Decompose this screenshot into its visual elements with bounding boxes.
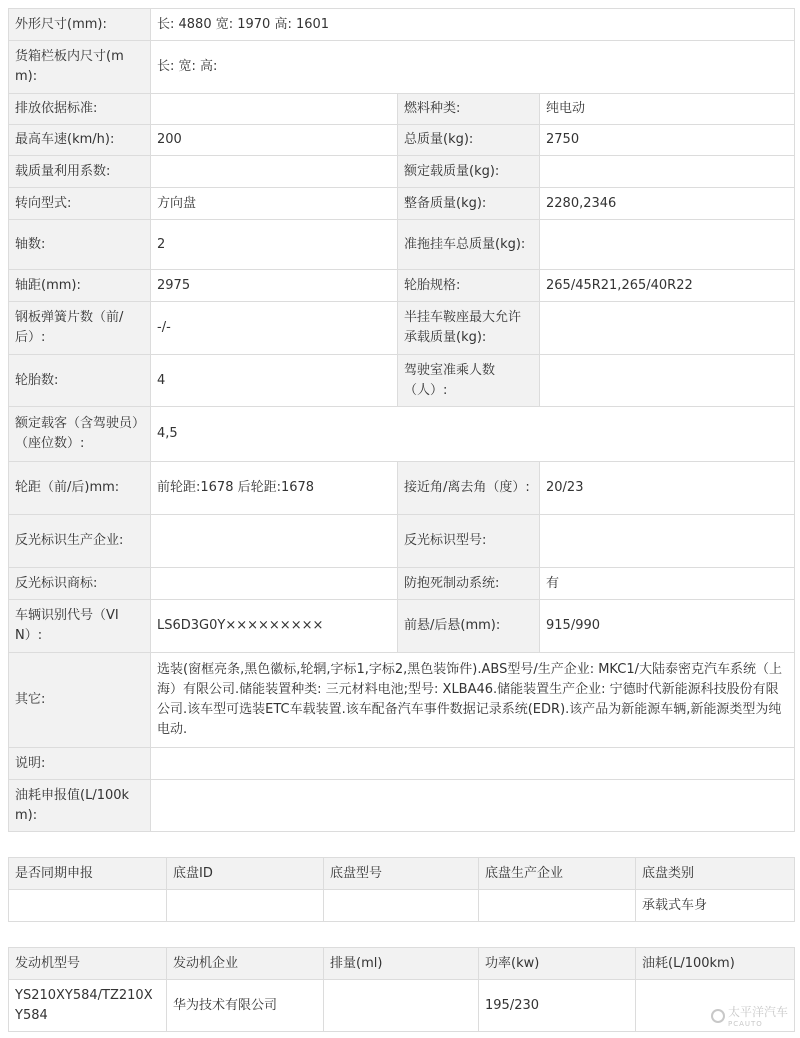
chassis-maker-value: [479, 890, 636, 922]
reflector-brand-label: 反光标识商标:: [9, 568, 151, 600]
other-label: 其它:: [9, 653, 151, 748]
overhang-value: 915/990: [540, 600, 795, 653]
tire-spec-value: 265/45R21,265/40R22: [540, 270, 795, 302]
rated-load-value: [540, 156, 795, 188]
gross-mass-value: 2750: [540, 125, 795, 156]
row-spring-saddle: [9, 302, 795, 355]
wheelbase-label: 轴距(mm):: [9, 270, 151, 302]
passengers-label: 额定载客（含驾驶员）（座位数）:: [9, 407, 151, 462]
angle-label: 接近角/离去角（度）:: [398, 462, 540, 515]
emission-value: [151, 94, 398, 125]
reflector-model-label: 反光标识型号:: [398, 515, 540, 568]
vin-label: 车辆识别代号（VIN）:: [9, 600, 151, 653]
watermark-text: 太平洋汽车: [727, 1005, 788, 1019]
max-speed-label: 最高车速(km/h):: [9, 125, 151, 156]
saddle-load-label: 半挂车鞍座最大允许承载质量(kg):: [398, 302, 540, 355]
other-value: 选装(窗框亮条,黑色徽标,轮辋,字标1,字标2,黑色装饰件).ABS型号/生产企业: MKC1/大陆泰密克汽车系统（上海）有限公司.储能装置种类: 三元材料电池;型号: XLBA46.储能装置生产企业: 宁德时代新能源科技股份有限公司.该车型可选装ETC车载装置.该车配备汽车事件数据记录系统(EDR).该产品为新能源车辆,新能源类型为纯电动.: [151, 653, 795, 748]
note-label: 说明:: [9, 748, 151, 780]
load-util-value: [151, 156, 398, 188]
fuel-consumption-label: 油耗申报值(L/100km):: [9, 780, 151, 832]
chassis-header-model: 底盘型号: [324, 858, 479, 890]
row-reflector: [9, 515, 795, 568]
overhang-label: 前悬/后悬(mm):: [398, 600, 540, 653]
fuel-label: 燃料种类:: [398, 94, 540, 125]
reflector-brand-value: [151, 568, 398, 600]
chassis-model-value: [324, 890, 479, 922]
fuel-consumption-value: [151, 780, 795, 832]
emission-label: 排放依据标准:: [9, 94, 151, 125]
row-vin-overhang: [9, 600, 795, 653]
row-emission-fuel: [9, 94, 795, 125]
chassis-header-type: 底盘类别: [636, 858, 795, 890]
cab-seats-value: [540, 355, 795, 407]
row-wheelbase-tire: [9, 270, 795, 302]
track-value: 前轮距:1678 后轮距:1678: [151, 462, 398, 515]
row-other: [9, 653, 795, 748]
tire-count-value: 4: [151, 355, 398, 407]
row-brand-abs: [9, 568, 795, 600]
row-track-angle: [9, 462, 795, 515]
chassis-header-maker: 底盘生产企业: [479, 858, 636, 890]
row-tires-cab: [9, 355, 795, 407]
tire-spec-label: 轮胎规格:: [398, 270, 540, 302]
leaf-spring-value: -/-: [151, 302, 398, 355]
row-cargo-box: [9, 41, 795, 94]
watermark-sub: PCAUTO: [727, 1020, 763, 1028]
pcauto-logo-icon: [711, 1009, 725, 1023]
passengers-value: 4,5: [151, 407, 795, 462]
reflector-model-value: [540, 515, 795, 568]
chassis-table: [8, 857, 795, 922]
abs-label: 防抱死制动系统:: [398, 568, 540, 600]
wheelbase-value: 2975: [151, 270, 398, 302]
chassis-header-concurrent: 是否同期申报: [9, 858, 167, 890]
row-note: [9, 748, 795, 780]
engine-header-fuel: 油耗(L/100km): [636, 948, 795, 980]
max-speed-value: 200: [151, 125, 398, 156]
row-dimensions: [9, 9, 795, 41]
engine-table: [8, 947, 795, 1032]
row-passengers: [9, 407, 795, 462]
chassis-header-row: [9, 858, 795, 890]
trailer-mass-value: [540, 220, 795, 270]
cargo-box-label: 货箱栏板内尺寸(mm):: [9, 41, 151, 94]
tire-count-label: 轮胎数:: [9, 355, 151, 407]
axles-value: 2: [151, 220, 398, 270]
row-fuel-consumption: [9, 780, 795, 832]
watermark-text-block: [728, 1003, 788, 1028]
curb-mass-value: 2280,2346: [540, 188, 795, 220]
reflector-maker-value: [151, 515, 398, 568]
engine-header-model: 发动机型号: [9, 948, 167, 980]
engine-data-row: [9, 980, 795, 1032]
curb-mass-label: 整备质量(kg):: [398, 188, 540, 220]
pcauto-watermark: [711, 1003, 788, 1028]
note-value: [151, 748, 795, 780]
gross-mass-label: 总质量(kg):: [398, 125, 540, 156]
row-steering-curb: [9, 188, 795, 220]
saddle-load-value: [540, 302, 795, 355]
fuel-value: 纯电动: [540, 94, 795, 125]
row-axles-trailer: [9, 220, 795, 270]
row-speed-mass: [9, 125, 795, 156]
track-label: 轮距（前/后)mm:: [9, 462, 151, 515]
abs-value: 有: [540, 568, 795, 600]
rated-load-label: 额定载质量(kg):: [398, 156, 540, 188]
dimensions-label: 外形尺寸(mm):: [9, 9, 151, 41]
row-load: [9, 156, 795, 188]
chassis-type-value: 承载式车身: [636, 890, 795, 922]
engine-header-displacement: 排量(ml): [324, 948, 479, 980]
load-util-label: 载质量利用系数:: [9, 156, 151, 188]
engine-displacement-value: [324, 980, 479, 1032]
cab-seats-label: 驾驶室准乘人数（人）:: [398, 355, 540, 407]
leaf-spring-label: 钢板弹簧片数（前/后）:: [9, 302, 151, 355]
angle-value: 20/23: [540, 462, 795, 515]
axles-label: 轴数:: [9, 220, 151, 270]
reflector-maker-label: 反光标识生产企业:: [9, 515, 151, 568]
chassis-concurrent-value: [9, 890, 167, 922]
chassis-id-value: [167, 890, 324, 922]
engine-model-value: YS210XY584/TZ210XY584: [9, 980, 167, 1032]
chassis-header-id: 底盘ID: [167, 858, 324, 890]
engine-header-power: 功率(kw): [479, 948, 636, 980]
engine-maker-value: 华为技术有限公司: [167, 980, 324, 1032]
engine-header-row: [9, 948, 795, 980]
vin-value: LS6D3G0Y×××××××××: [151, 600, 398, 653]
cargo-box-value: 长: 宽: 高:: [151, 41, 795, 94]
steering-label: 转向型式:: [9, 188, 151, 220]
engine-header-maker: 发动机企业: [167, 948, 324, 980]
dimensions-value: 长: 4880 宽: 1970 高: 1601: [151, 9, 795, 41]
engine-power-value: 195/230: [479, 980, 636, 1032]
spec-table: [8, 8, 795, 832]
steering-value: 方向盘: [151, 188, 398, 220]
trailer-mass-label: 准拖挂车总质量(kg):: [398, 220, 540, 270]
chassis-data-row: [9, 890, 795, 922]
